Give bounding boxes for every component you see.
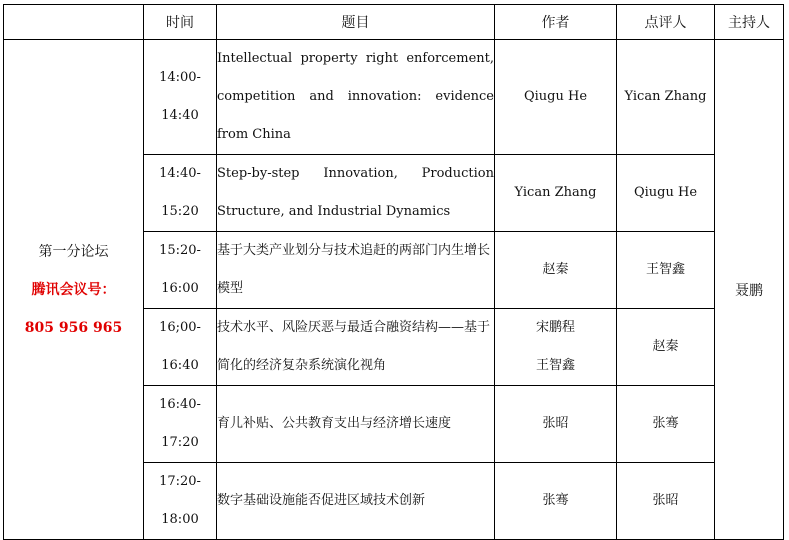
time-cell [144, 232, 217, 309]
author-name: Qiugu He [523, 89, 588, 104]
reviewer-cell [617, 463, 715, 540]
title-cell: 技术水平、风险厌恶与最适合融资结构——基于简化的经济复杂系统演化视角 [217, 309, 495, 386]
time-start: 14:40- [159, 166, 201, 181]
header-reviewer: 点评人 [617, 5, 715, 40]
author-name: 张昭 [542, 416, 569, 431]
author-name: 王智鑫 [535, 358, 575, 373]
reviewer-cell [617, 309, 715, 386]
author-name: 张骞 [542, 493, 569, 508]
reviewer-cell [617, 40, 715, 155]
time-start: 17:20- [159, 474, 201, 489]
header-title: 题目 [217, 5, 495, 40]
header-row [4, 5, 784, 40]
time-start: 16:40- [159, 397, 201, 412]
time-end: 16:40 [161, 358, 199, 373]
author-cell [495, 386, 617, 463]
table-row [4, 40, 784, 155]
reviewer-name: 赵秦 [652, 339, 679, 354]
author-name: 赵秦 [542, 262, 569, 277]
host-cell: 聂鹏 [715, 40, 784, 540]
author-name: 宋鹏程 [535, 320, 575, 335]
author-cell [495, 309, 617, 386]
header-host: 主持人 [715, 5, 784, 40]
title-cell: 基于大类产业划分与技术追赶的两部门内生增长模型 [217, 232, 495, 309]
reviewer-name: Qiugu He [633, 185, 698, 200]
title-cell: Intellectual property right enforcement, competition and innovation: evidence from China [217, 40, 495, 155]
time-cell [144, 386, 217, 463]
reviewer-cell [617, 386, 715, 463]
header-author: 作者 [495, 5, 617, 40]
meeting-id: 805 956 965 [24, 319, 123, 336]
time-start: 16;00- [159, 320, 201, 335]
author-cell [495, 463, 617, 540]
author-cell [495, 155, 617, 232]
meeting-label: 腾讯会议号： [31, 281, 116, 298]
time-end: 14:40 [161, 108, 199, 123]
reviewer-cell [617, 232, 715, 309]
title-cell: Step-by-step Innovation, Production Structure, and Industrial Dynamics [217, 155, 495, 232]
reviewer-name: Yican Zhang [624, 89, 707, 104]
session-cell [4, 40, 144, 540]
reviewer-cell [617, 155, 715, 232]
time-end: 17:20 [161, 435, 199, 450]
time-end: 15:20 [161, 204, 199, 219]
title-cell: 数字基础设施能否促进区域技术创新 [217, 463, 495, 540]
time-cell [144, 40, 217, 155]
time-cell [144, 463, 217, 540]
reviewer-name: 王智鑫 [645, 262, 685, 277]
time-end: 18:00 [161, 512, 199, 527]
time-end: 16:00 [161, 281, 199, 296]
author-cell [495, 40, 617, 155]
time-start: 15:20- [159, 243, 201, 258]
reviewer-name: 张昭 [652, 493, 679, 508]
time-start: 14:00- [159, 70, 201, 85]
title-cell: 育儿补贴、公共教育支出与经济增长速度 [217, 386, 495, 463]
session-name: 第一分论坛 [38, 243, 109, 260]
author-name: Yican Zhang [514, 185, 597, 200]
time-cell [144, 155, 217, 232]
time-cell [144, 309, 217, 386]
schedule-table [3, 4, 784, 540]
header-time: 时间 [144, 5, 217, 40]
author-cell [495, 232, 617, 309]
reviewer-name: 张骞 [652, 416, 679, 431]
header-empty [4, 5, 144, 40]
